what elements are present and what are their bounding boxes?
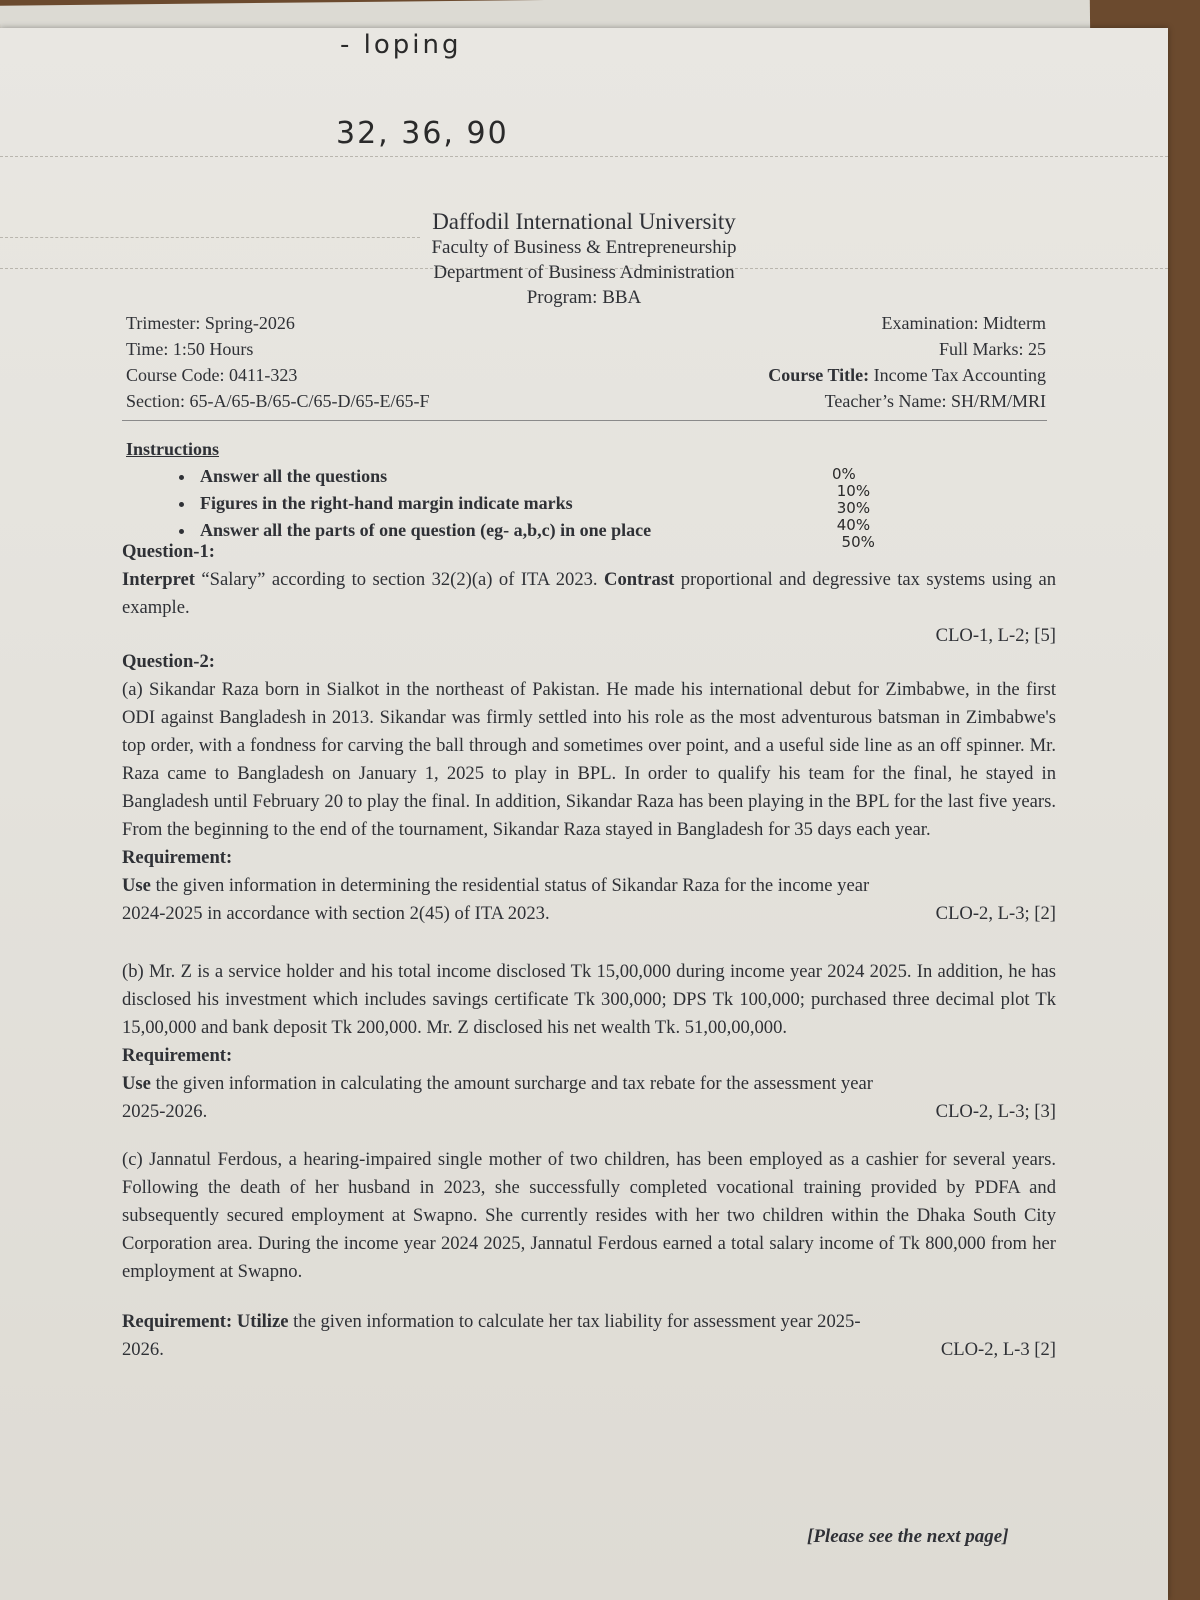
next-page-note: [Please see the next page] [807, 1526, 1009, 1547]
instruction-item: • Answer all the parts of one question (eg- a,b,c) in one place [196, 517, 886, 544]
full-marks: Full Marks: 25 [938, 339, 1046, 359]
paper-fold-line [0, 156, 1168, 157]
faculty-name: Faculty of Business & Entrepreneurship [431, 237, 737, 258]
question-2a-requirement-label: Requirement: [122, 847, 233, 868]
question-2a-clo: CLO-2, L-3; [2] [935, 903, 1056, 924]
examination: Examination: Midterm [881, 313, 1046, 333]
question-2b-requirement-label: Requirement: [122, 1045, 233, 1066]
handwritten-top-notes: - loping [340, 30, 462, 60]
question-2 [122, 648, 1056, 1364]
question-1-clo: CLO-1, L-2; [5] [935, 625, 1056, 646]
exam-meta [126, 310, 1046, 414]
handwritten-numbers: 32, 36, 90 [336, 116, 509, 151]
question-2c-clo: CLO-2, L-3 [2] [940, 1339, 1056, 1360]
question-2-title: Question-2: [122, 651, 215, 672]
question-2c-text: (c) Jannatul Ferdous, a hearing-impaired single mother of two children, has been employed as a cashier for several years. Following the death of her husband in 2023, she successfully completed vocational training provided by PDFA and subsequently secured employment at Swapno. She currently resides with her two children within the Dhaka South City Corporation area. During the income year 2024 2025, Jannatul Ferdous earned a total salary income of Tk 800,000 from her employment at Swapno. [122, 1149, 1056, 1282]
course-title [768, 362, 1046, 388]
instruction-item: • Answer all the questions [196, 463, 886, 490]
course-title-label: Course Title: [768, 365, 870, 385]
handwritten-percent-notes: 0% 10% 30% 40% 50% [832, 465, 875, 551]
university-name: Daffodil International University [432, 209, 736, 234]
exam-paper [0, 28, 1168, 1600]
question-2c-last-line: 2026. CLO-2, L-3 [2] [122, 1336, 1056, 1364]
exam-header [0, 208, 1168, 310]
question-2b-last-line: 2025-2026. CLO-2, L-3; [3] [122, 1098, 1056, 1126]
teacher-name: Teacher’s Name: SH/RM/MRI [824, 391, 1046, 411]
question-1-text: Interpret “Salary” according to section 32(2)(a) of ITA 2023. Contrast proportional and degressive tax systems using an example. [122, 569, 1056, 618]
question-2a-requirement: Use the given information in determining the residential status of Sikandar Raza for the income year [122, 875, 870, 896]
department-name: Department of Business Administration [433, 262, 735, 283]
question-1 [122, 538, 1056, 650]
instructions [126, 436, 886, 544]
question-2a-text: (a) Sikandar Raza born in Sialkot in the northeast of Pakistan. He made his international debut for Zimbabwe, in the first ODI against Bangladesh in 2013. Sikandar was firmly settled into his role as the most adventurous batsman in Zimbabwe's top order, with a fondness for carving the ball through and sometimes over point, and a useful side line as an off spinner. Mr. Raza came to Bangladesh on January 1, 2025 to play in BPL. In order to qualify his team for the final, he stayed in Bangladesh until February 20 to play the final. In addition, Sikandar Raza has been playing in the BPL for the last five years. From the beginning to the end of the tournament, Sikandar Raza stayed in Bangladesh for 35 days each year. [122, 679, 1056, 840]
question-2a-last-line: 2024-2025 in accordance with section 2(45) of ITA 2023. CLO-2, L-3; [2] [122, 900, 1056, 928]
instructions-title: Instructions [126, 439, 220, 459]
time: Time: 1:50 Hours [126, 339, 254, 359]
header-divider [122, 420, 1047, 421]
section: Section: 65-A/65-B/65-C/65-D/65-E/65-F [126, 391, 430, 411]
question-2b-clo: CLO-2, L-3; [3] [935, 1101, 1056, 1122]
instruction-item: • Figures in the right-hand margin indicate marks [196, 490, 886, 517]
question-2c-requirement: Requirement: Utilize the given information to calculate her tax liability for assessment year 2025- [122, 1311, 861, 1332]
course-title-value: Income Tax Accounting [869, 365, 1046, 385]
trimester: Trimester: Spring-2026 [126, 313, 295, 333]
instructions-list [126, 463, 886, 544]
question-2b-text: (b) Mr. Z is a service holder and his total income disclosed Tk 15,00,000 during income year 2024 2025. In addition, he has disclosed his investment which includes savings certificate Tk 300,000; DPS Tk 100,000; purchased three decimal plot Tk 15,00,000 and bank deposit Tk 200,000. Mr. Z disclosed his net wealth Tk. 51,00,00,000. [122, 961, 1056, 1038]
course-code: Course Code: 0411-323 [126, 365, 298, 385]
program-name: Program: BBA [526, 287, 642, 308]
question-2b-requirement: Use the given information in calculating the amount surcharge and tax rebate for the assessment year [122, 1073, 873, 1094]
question-1-title: Question-1: [122, 541, 215, 562]
